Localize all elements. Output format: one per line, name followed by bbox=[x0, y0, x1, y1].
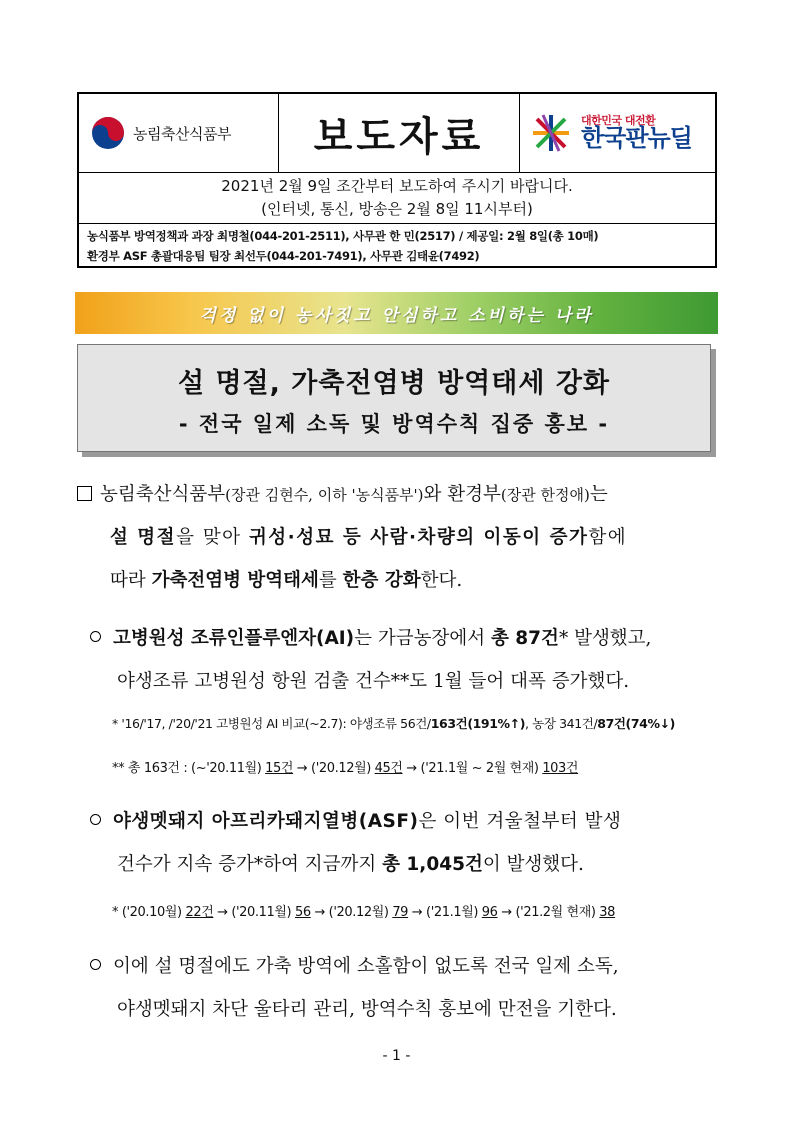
government-emblem-icon bbox=[91, 116, 125, 150]
headline-title: 설 명절, 가축전염병 방역태세 강화 bbox=[177, 368, 610, 399]
asf-line-2: 건수가 지속 증가*하여 지금까지 총 1,045건이 발생했다. bbox=[117, 854, 584, 875]
ai-line-2: 야생조류 고병원성 항원 검출 건수**도 1월 들어 대폭 증가했다. bbox=[117, 671, 630, 692]
lead-line-1: 농림축산식품부(장관 김현수, 이하 '농식품부')와 환경부(장관 한정애)는 bbox=[77, 480, 608, 506]
contact-line-2: 환경부 ASF 총괄대응팀 팀장 최선두(044-201-7491), 사무관 김태윤(7492) bbox=[87, 249, 480, 263]
headline-subtitle: - 전국 일제 소독 및 방역수칙 집중 홍보 - bbox=[178, 412, 610, 436]
circle-bullet-icon bbox=[90, 631, 101, 642]
ai-line-1: 고병원성 조류인플루엔자(AI)는 가금농장에서 총 87건* 발생했고, bbox=[90, 624, 651, 650]
new-deal-logo-icon bbox=[529, 111, 573, 155]
asf-line-1: 야생멧돼지 아프리카돼지열병(ASF)은 이번 겨울철부터 발생 bbox=[90, 807, 621, 833]
embargo-line-1: 2021년 2월 9일 조간부터 보도하여 주시기 바랍니다. bbox=[221, 177, 573, 195]
asf-note-1: * ('20.10월) 22건 → ('20.11월) 56 → ('20.12월) 79 → ('21.1월) 96 → ('21.2월 현재) 38 bbox=[112, 905, 616, 920]
contact-line-1: 농식품부 방역정책과 과장 최명철(044-201-2511), 사무관 한 민(2517) / 제공일: 2월 8일(총 10매) bbox=[87, 229, 599, 243]
ai-note-1: * '16/'17, /'20/'21 고병원성 AI 비교(~2.7): 야생조류 56건/163건(191%↑), 농장 341건/87건(74%↓) bbox=[112, 716, 675, 731]
brand-cell bbox=[519, 94, 715, 172]
plan-line-2: 야생멧돼지 차단 울타리 관리, 방역수칙 홍보에 만전을 기한다. bbox=[117, 999, 617, 1020]
doc-title: 보도자료 bbox=[279, 94, 520, 172]
lead-line-2: 설 명절을 맞아 귀성·성묘 등 사람·차량의 이동이 증가함에 bbox=[110, 527, 628, 548]
circle-bullet-icon bbox=[90, 814, 101, 825]
embargo-row bbox=[79, 172, 715, 224]
press-header-table bbox=[77, 92, 717, 268]
header-top-row bbox=[79, 94, 715, 173]
page-number: - 1 - bbox=[382, 1048, 411, 1064]
brand-subtitle: 대한민국 대전환 bbox=[581, 113, 656, 127]
circle-bullet-icon bbox=[90, 959, 101, 970]
lead-line-3: 따라 가축전염병 방역태세를 한층 강화한다. bbox=[110, 570, 463, 591]
embargo-line-2: (인터넷, 통신, 방송은 2월 8일 11시부터) bbox=[261, 200, 533, 218]
plan-line-1: 이에 설 명절에도 가축 방역에 소홀함이 없도록 전국 일제 소독, bbox=[90, 952, 619, 978]
ministry-cell bbox=[79, 94, 279, 172]
brand-text bbox=[581, 115, 692, 152]
headline-box bbox=[77, 344, 711, 452]
contact-row bbox=[79, 224, 715, 268]
slogan-text: 걱정 없이 농사짓고 안심하고 소비하는 나라 bbox=[199, 305, 594, 326]
ai-note-2: ** 총 163건 : (~'20.11월) 15건 → ('20.12월) 45건 → ('21.1월 ~ 2월 현재) 103건 bbox=[112, 761, 579, 776]
slogan-banner bbox=[75, 292, 718, 334]
ministry-name: 농림축산식품부 bbox=[133, 124, 231, 143]
brand-title: 한국판뉴딜 bbox=[581, 124, 692, 153]
square-bullet-icon bbox=[77, 486, 92, 501]
